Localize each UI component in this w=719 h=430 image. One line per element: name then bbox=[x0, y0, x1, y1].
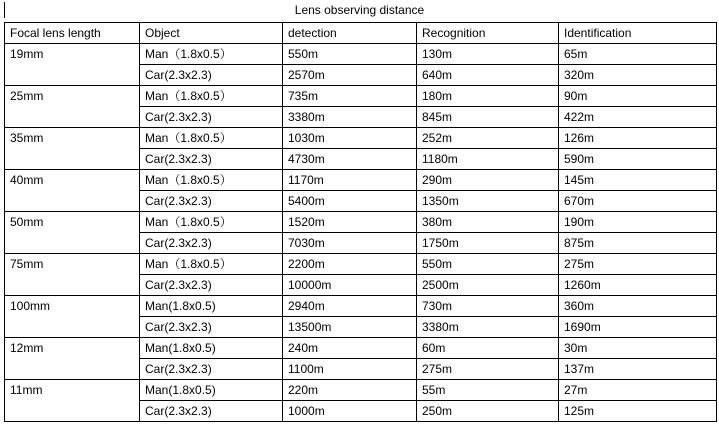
identification-cell: 27m bbox=[559, 380, 717, 401]
detection-cell: 220m bbox=[283, 380, 417, 401]
recognition-cell: 640m bbox=[417, 65, 559, 86]
focal-length-cell: 100mm bbox=[5, 296, 140, 338]
identification-cell: 90m bbox=[559, 86, 717, 107]
table-row bbox=[5, 86, 717, 107]
detection-cell: 4730m bbox=[283, 149, 417, 170]
object-cell: Car(2.3x2.3) bbox=[140, 233, 283, 254]
object-cell: Car(2.3x2.3) bbox=[140, 107, 283, 128]
identification-cell: 360m bbox=[559, 296, 717, 317]
identification-cell: 65m bbox=[559, 44, 717, 65]
object-cell: Car(2.3x2.3) bbox=[140, 359, 283, 380]
object-cell: Man（1.8x0.5） bbox=[140, 128, 283, 149]
focal-length-cell: 50mm bbox=[5, 212, 140, 254]
identification-cell: 590m bbox=[559, 149, 717, 170]
detection-cell: 13500m bbox=[283, 317, 417, 338]
identification-cell: 670m bbox=[559, 191, 717, 212]
header-row bbox=[5, 23, 717, 44]
recognition-cell: 180m bbox=[417, 86, 559, 107]
recognition-cell: 380m bbox=[417, 212, 559, 233]
identification-cell: 422m bbox=[559, 107, 717, 128]
table-row bbox=[5, 338, 717, 359]
table-body bbox=[5, 44, 717, 422]
object-cell: Man(1.8x0.5) bbox=[140, 296, 283, 317]
focal-length-cell: 11mm bbox=[5, 380, 140, 422]
object-cell: Man（1.8x0.5） bbox=[140, 86, 283, 107]
lens-distance-table bbox=[4, 22, 717, 422]
detection-cell: 735m bbox=[283, 86, 417, 107]
identification-cell: 1260m bbox=[559, 275, 717, 296]
focal-length-cell: 35mm bbox=[5, 128, 140, 170]
detection-cell: 1520m bbox=[283, 212, 417, 233]
recognition-cell: 60m bbox=[417, 338, 559, 359]
detection-cell: 1030m bbox=[283, 128, 417, 149]
object-cell: Man（1.8x0.5） bbox=[140, 254, 283, 275]
recognition-cell: 130m bbox=[417, 44, 559, 65]
recognition-cell: 1350m bbox=[417, 191, 559, 212]
focal-length-cell: 75mm bbox=[5, 254, 140, 296]
recognition-cell: 275m bbox=[417, 359, 559, 380]
identification-cell: 190m bbox=[559, 212, 717, 233]
recognition-cell: 290m bbox=[417, 170, 559, 191]
focal-length-cell: 19mm bbox=[5, 44, 140, 86]
identification-cell: 145m bbox=[559, 170, 717, 191]
detection-cell: 1000m bbox=[283, 401, 417, 422]
header-object: Object bbox=[140, 23, 283, 44]
object-cell: Car(2.3x2.3) bbox=[140, 191, 283, 212]
object-cell: Car(2.3x2.3) bbox=[140, 317, 283, 338]
detection-cell: 550m bbox=[283, 44, 417, 65]
detection-cell: 5400m bbox=[283, 191, 417, 212]
identification-cell: 275m bbox=[559, 254, 717, 275]
identification-cell: 125m bbox=[559, 401, 717, 422]
object-cell: Car(2.3x2.3) bbox=[140, 149, 283, 170]
detection-cell: 3380m bbox=[283, 107, 417, 128]
object-cell: Car(2.3x2.3) bbox=[140, 65, 283, 86]
focal-length-cell: 12mm bbox=[5, 338, 140, 380]
header-identification: Identification bbox=[559, 23, 717, 44]
detection-cell: 7030m bbox=[283, 233, 417, 254]
object-cell: Man(1.8x0.5) bbox=[140, 338, 283, 359]
header-focal-length: Focal lens length bbox=[5, 23, 140, 44]
focal-length-cell: 40mm bbox=[5, 170, 140, 212]
recognition-cell: 2500m bbox=[417, 275, 559, 296]
object-cell: Car(2.3x2.3) bbox=[140, 275, 283, 296]
detection-cell: 1100m bbox=[283, 359, 417, 380]
object-cell: Car(2.3x2.3) bbox=[140, 401, 283, 422]
detection-cell: 2200m bbox=[283, 254, 417, 275]
recognition-cell: 252m bbox=[417, 128, 559, 149]
identification-cell: 126m bbox=[559, 128, 717, 149]
detection-cell: 2570m bbox=[283, 65, 417, 86]
detection-cell: 10000m bbox=[283, 275, 417, 296]
object-cell: Man（1.8x0.5） bbox=[140, 212, 283, 233]
table-row bbox=[5, 44, 717, 65]
object-cell: Man（1.8x0.5） bbox=[140, 44, 283, 65]
table-row bbox=[5, 128, 717, 149]
identification-cell: 320m bbox=[559, 65, 717, 86]
recognition-cell: 1180m bbox=[417, 149, 559, 170]
identification-cell: 1690m bbox=[559, 317, 717, 338]
table-row bbox=[5, 170, 717, 191]
recognition-cell: 845m bbox=[417, 107, 559, 128]
focal-length-cell: 25mm bbox=[5, 86, 140, 128]
title-row bbox=[0, 0, 719, 20]
identification-cell: 875m bbox=[559, 233, 717, 254]
recognition-cell: 55m bbox=[417, 380, 559, 401]
recognition-cell: 1750m bbox=[417, 233, 559, 254]
table-row bbox=[5, 296, 717, 317]
table-title: Lens observing distance bbox=[294, 3, 425, 17]
recognition-cell: 730m bbox=[417, 296, 559, 317]
detection-cell: 240m bbox=[283, 338, 417, 359]
detection-cell: 1170m bbox=[283, 170, 417, 191]
table-row bbox=[5, 254, 717, 275]
table-row bbox=[5, 212, 717, 233]
recognition-cell: 250m bbox=[417, 401, 559, 422]
header-detection: detection bbox=[283, 23, 417, 44]
recognition-cell: 550m bbox=[417, 254, 559, 275]
header-recognition: Recognition bbox=[417, 23, 559, 44]
identification-cell: 30m bbox=[559, 338, 717, 359]
object-cell: Man(1.8x0.5) bbox=[140, 380, 283, 401]
recognition-cell: 3380m bbox=[417, 317, 559, 338]
table-row bbox=[5, 380, 717, 401]
identification-cell: 137m bbox=[559, 359, 717, 380]
detection-cell: 2940m bbox=[283, 296, 417, 317]
object-cell: Man（1.8x0.5） bbox=[140, 170, 283, 191]
